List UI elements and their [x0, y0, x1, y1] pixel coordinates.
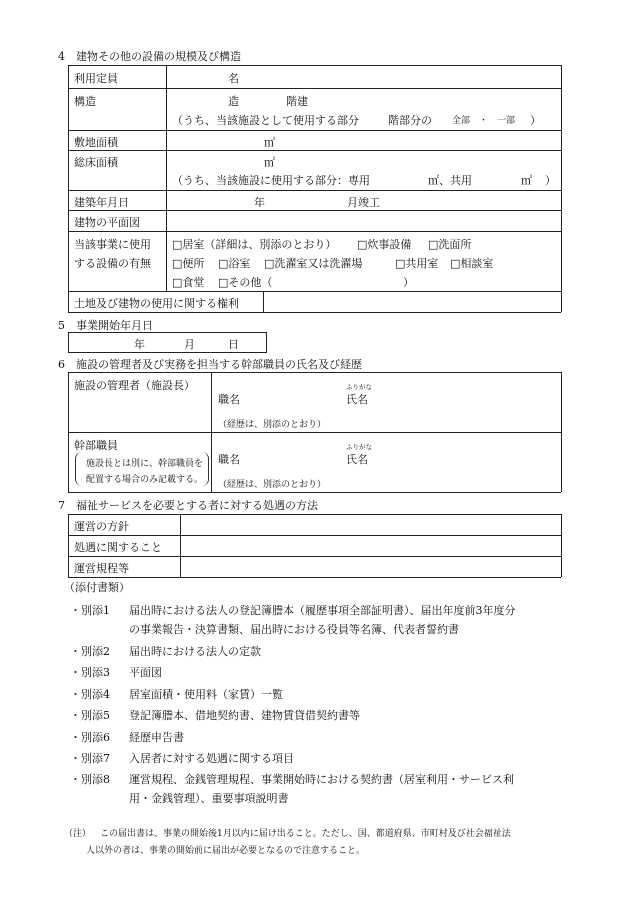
- manager-career-note: （経歴は、別添のとおり）: [218, 420, 327, 430]
- structure-usage-close: ）: [530, 114, 541, 127]
- floor-area-label: 総床面積: [74, 156, 118, 169]
- structure-usage-floors: 階部分の: [388, 114, 432, 127]
- attachment-1-text: 届出時における法人の登記簿謄本（履歴事項全部証明書）、届出年度前3年度分: [129, 604, 516, 617]
- checkbox-toilet[interactable]: □ 便所: [172, 255, 204, 271]
- attachment-6-no: ・別添6: [70, 731, 110, 744]
- note-line1: この届出書は、事業の開始後1月以内に届け出ること。ただし、国、都道府県、市町村及び社会福祉法: [100, 829, 511, 839]
- attachment-1-text-cont: の事業報告・決算書類、届出時における役員等名簿、代表者誓約書: [129, 623, 459, 636]
- note-label: （注）: [64, 829, 92, 839]
- attachment-3-no: ・別添3: [70, 666, 110, 679]
- attachment-8-text-cont: 用・金銭管理）、重要事項説明書: [129, 792, 289, 805]
- built-month-day: 月竣工: [347, 196, 380, 209]
- built-year: 年: [254, 196, 265, 209]
- checkbox-kitchen[interactable]: □ 炊事設備: [357, 236, 411, 252]
- structure-floors: 階建: [286, 95, 308, 108]
- checkbox-bath[interactable]: □ 浴室: [218, 255, 250, 271]
- checkbox-common-room[interactable]: □ 共用室: [395, 255, 438, 271]
- policy-row-label: 運営の方針: [74, 520, 129, 533]
- start-day: 日: [228, 338, 239, 351]
- staff-name-label: 氏名: [346, 453, 368, 466]
- start-year: 年: [134, 338, 145, 351]
- site-area-label: 敷地面積: [74, 136, 118, 149]
- structure-label: 構造: [74, 95, 96, 108]
- structure-type: 造: [228, 95, 239, 108]
- floor-area-close: ）: [545, 174, 556, 187]
- facilities-label-2: する設備の有無: [74, 257, 151, 270]
- treatment-row-label: 処遇に関すること: [74, 541, 162, 554]
- capacity-label: 利用定員: [74, 72, 118, 85]
- structure-usage-scope: 全部 ・ 一部: [452, 116, 516, 126]
- note-line2: 人以外の者は、事業の開始前に届出が必要となるので注意すること。: [86, 846, 366, 856]
- built-date-label: 建築年月日: [74, 196, 129, 209]
- attachment-2-text: 届出時における法人の定款: [129, 645, 261, 658]
- checkbox-dining[interactable]: □ 食堂: [172, 274, 204, 290]
- floor-plan-label: 建物の平面図: [74, 216, 140, 229]
- start-month: 月: [184, 338, 195, 351]
- attachment-2-no: ・別添2: [70, 645, 110, 658]
- attachment-4-text: 居室面積・使用料（家賃）一覧: [129, 688, 283, 701]
- other-close-paren: ）: [403, 276, 414, 289]
- section-7-heading: 7 福祉サービスを必要とする者に対する処遇の方法: [58, 499, 318, 512]
- attachment-3-text: 平面図: [129, 666, 162, 679]
- manager-label: 施設の管理者（施設長）: [74, 379, 195, 392]
- checkbox-living-room[interactable]: □ 居室（詳細は、別添のとおり）: [172, 236, 336, 252]
- checkbox-other[interactable]: □ その他（: [218, 274, 272, 290]
- attachment-7-text: 入居者に対する処遇に関する項目: [129, 752, 294, 765]
- attachment-8-text: 運営規程、金銭管理規程、事業開始時における契約書（居室利用・サービス利: [129, 773, 514, 786]
- floor-area-unit: ㎡: [264, 156, 275, 169]
- manager-furigana: ふりがな: [346, 383, 372, 391]
- staff-title-label: 職名: [218, 453, 240, 466]
- staff-career-note: （経歴は、別添のとおり）: [218, 480, 327, 490]
- structure-usage-text: （うち、当該施設として使用する部分: [172, 114, 359, 127]
- checkbox-washroom[interactable]: □ 洗面所: [428, 236, 471, 252]
- facilities-label-1: 当該事業に使用: [74, 238, 151, 251]
- site-area-unit: ㎡: [264, 136, 275, 149]
- staff-note-line1: 施設長とは別に、幹部職員を: [86, 459, 204, 469]
- manager-title-label: 職名: [218, 393, 240, 406]
- checkbox-laundry[interactable]: □ 洗濯室又は洗濯場: [264, 255, 362, 271]
- capacity-unit: 名: [228, 72, 239, 85]
- regulations-row-label: 運営規程等: [74, 562, 129, 575]
- attachment-8-no: ・別添8: [70, 773, 110, 786]
- section-6-heading: 6 施設の管理者及び実務を担当する幹部職員の氏名及び経歴: [58, 358, 362, 371]
- staff-label: 幹部職員: [74, 439, 118, 452]
- attachment-1-no: ・別添1: [70, 604, 110, 617]
- floor-area-shared-unit: ㎡: [521, 174, 532, 187]
- checkbox-consult-room[interactable]: □ 相談室: [450, 255, 493, 271]
- attachment-7-no: ・別添7: [70, 752, 110, 765]
- attachment-5-text: 登記簿謄本、借地契約書、建物賃貸借契約書等: [129, 709, 360, 722]
- attachment-6-text: 経歴申告書: [129, 731, 184, 744]
- rights-label: 土地及び建物の使用に関する権利: [74, 297, 239, 310]
- attachment-4-no: ・別添4: [70, 688, 110, 701]
- attachments-title: （添付書類）: [64, 581, 130, 594]
- floor-area-shared: ㎡、共用: [428, 174, 472, 187]
- manager-name-label: 氏名: [346, 393, 368, 406]
- attachment-5-no: ・別添5: [70, 709, 110, 722]
- section-5-heading: 5 事業開始年月日: [58, 319, 153, 332]
- section-4-heading: 4 建物その他の設備の規模及び構造: [58, 50, 241, 63]
- floor-area-private: （うち、当該施設に使用する部分：専用: [172, 174, 370, 187]
- staff-note-line2: 配置する場合のみ記載する。: [86, 475, 204, 485]
- staff-furigana: ふりがな: [346, 443, 372, 451]
